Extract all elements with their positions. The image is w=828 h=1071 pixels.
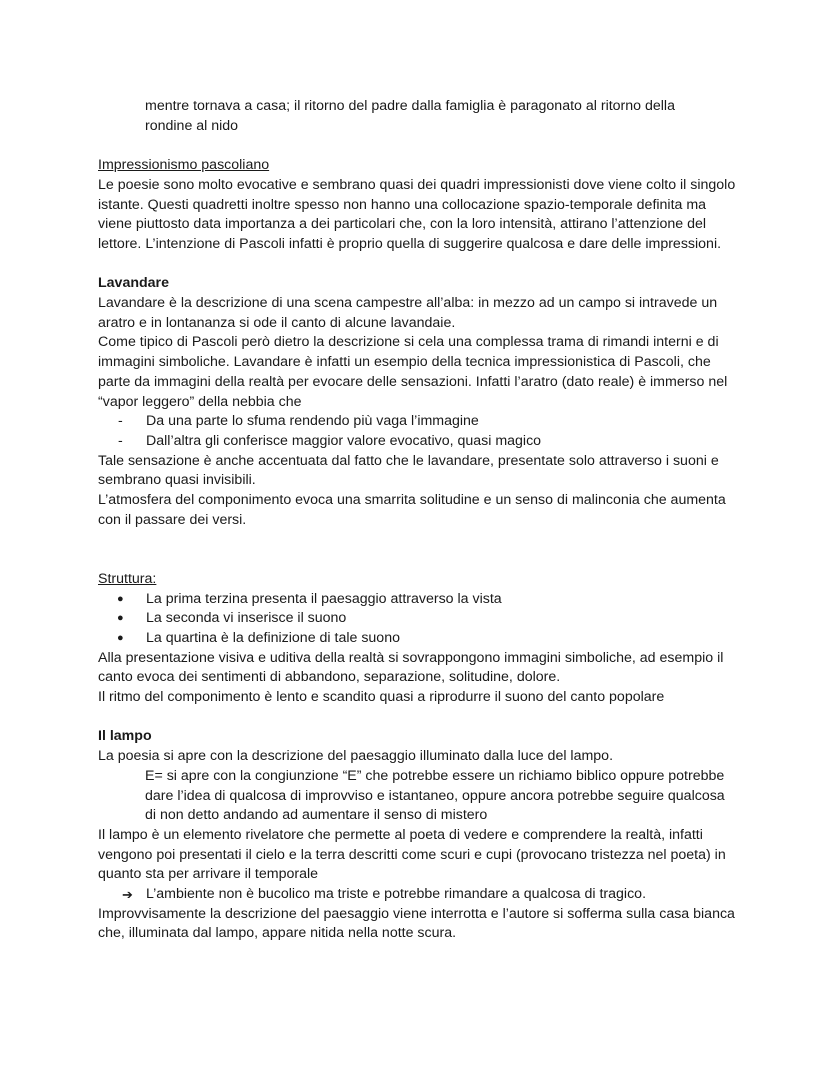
paragraph: Le poesie sono molto evocative e sembrano quasi dei quadri impressionisti dove viene colto il singolo istante. Questi quadretti inoltre spesso non hanno una collocazione spazio-temporale definita ma viene piuttosto data importanza a dei particolari che, con la loro intensità, attirano l’attenzione del lettore. L’intenzione di Pascoli infatti è proprio quella di suggerire qualcosa e dare delle impressioni. [98, 176, 736, 252]
dash-marker: - [118, 432, 123, 449]
list-item-text: La quartina è la definizione di tale suono [146, 629, 400, 646]
continued-line: rondine al nido [145, 117, 239, 134]
dash-list [98, 412, 738, 451]
section-heading: Lavandare [98, 275, 169, 292]
paragraph: Alla presentazione visiva e uditiva della realtà si sovrappongono immagini simboliche, ad esempio il canto evoca dei sentimenti di abbandono, separazione, solitudine, dolore. [98, 649, 724, 686]
list-item-text: Dall’altra gli conferisce maggior valore evocativo, quasi magico [146, 432, 542, 449]
paragraph: La poesia si apre con la descrizione del paesaggio illuminato dalla luce del lampo. [98, 748, 614, 765]
section-lavandare [98, 274, 738, 530]
bullet-marker: ● [117, 631, 124, 644]
section-impressionismo [98, 156, 738, 255]
document-page [98, 97, 738, 944]
list-item-text: Da una parte lo sfuma rendendo più vaga l’immagine [146, 413, 479, 430]
paragraph: Improvvisamente la descrizione del paesaggio viene interrotta e l’autore si sofferma sulla casa bianca che, illuminata dal lampo, appare nitida nella notte scura. [98, 905, 735, 942]
bullet-marker: ● [117, 612, 124, 625]
bullet-list [98, 590, 738, 649]
paragraph: L’atmosfera del componimento evoca una smarrita solitudine e un senso di malinconia che aumenta con il passare dei versi. [98, 492, 726, 528]
arrow-list [98, 885, 738, 905]
list-item [98, 590, 738, 610]
section-heading: Impressionismo pascoliano [98, 157, 270, 174]
paragraph: Tale sensazione è anche accentuata dal fatto che le lavandare, presentate solo attraverso i suoni e sembrano quasi invisibili. [98, 452, 719, 489]
indented-note: E= si apre con la congiunzione “E” che potrebbe essere un richiamo biblico oppure potrebbe dare l’idea di qualcosa di improvviso e istantaneo, oppure ancora potrebbe seguire qualcosa di non detto andando ad aumentare il senso di mistero [145, 767, 725, 824]
arrow-icon: ➔ [122, 887, 133, 903]
paragraph: Come tipico di Pascoli però dietro la descrizione si cela una complessa trama di rimandi interni e di immagini simboliche. Lavandare è infatti un esempio della tecnica impressionistica di Pascoli, che parte da immagini della realtà per evocare delle sensazioni. Infatti l’aratro (dato reale) è immerso nel “vapor leggero” della nebbia che [98, 334, 728, 410]
list-item [98, 412, 738, 432]
continued-line: mentre tornava a casa; il ritorno del padre dalla famiglia è paragonato al ritorno della [145, 98, 675, 114]
list-item-text: La seconda vi inserisce il suono [146, 610, 347, 627]
list-item [98, 885, 738, 905]
section-struttura [98, 570, 738, 708]
continued-indent-block [98, 97, 738, 136]
list-item-text: La prima terzina presenta il paesaggio attraverso la vista [146, 590, 502, 607]
paragraph: Il lampo è un elemento rivelatore che permette al poeta di vedere e comprendere la realtà, infatti vengono poi presentati il cielo e la terra descritti come scuri e cupi (provocano tristezza nel poeta) in quanto sta per arrivare il temporale [98, 826, 726, 883]
paragraph: Il ritmo del componimento è lento e scandito quasi a riprodurre il suono del canto popolare [98, 689, 665, 706]
dash-marker: - [118, 413, 123, 430]
list-item [98, 609, 738, 629]
list-item-text: L’ambiente non è bucolico ma triste e potrebbe rimandare a qualcosa di tragico. [146, 886, 647, 903]
bullet-marker: ● [117, 592, 124, 605]
section-heading: Il lampo [98, 728, 152, 745]
paragraph: Lavandare è la descrizione di una scena campestre all’alba: in mezzo ad un campo si intravede un aratro e in lontananza si ode il canto di alcune lavandaie. [98, 295, 718, 331]
section-lampo [98, 727, 738, 944]
list-item [98, 629, 738, 649]
list-item [98, 432, 738, 452]
section-heading: Struttura: [98, 570, 157, 587]
